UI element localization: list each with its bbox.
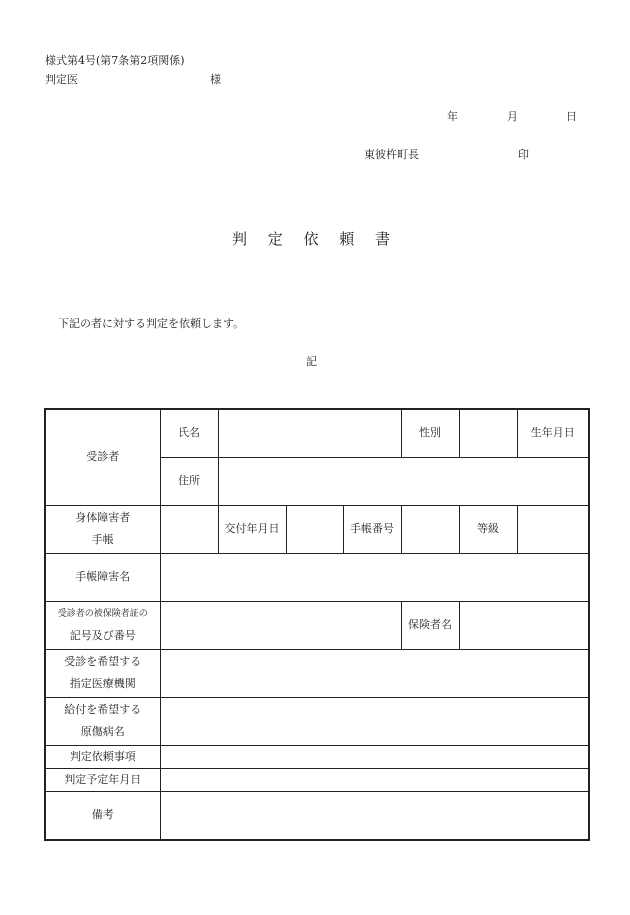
injury-field[interactable] — [160, 697, 589, 745]
handbook-label — [45, 505, 160, 553]
handbook-no-field[interactable] — [401, 505, 459, 553]
sex-label: 性別 — [401, 409, 459, 457]
form-number: 様式第4号(第7条第2項関係) — [45, 54, 185, 67]
insurer-label: 保険者名 — [401, 601, 459, 649]
grade-label: 等級 — [459, 505, 517, 553]
disability-name-label: 手帳障害名 — [45, 553, 160, 601]
institution-label — [45, 649, 160, 697]
disability-name-field[interactable] — [160, 553, 589, 601]
sex-field[interactable] — [459, 409, 517, 457]
institution-label-line1: 受診を希望する — [64, 655, 142, 668]
grade-field[interactable] — [517, 505, 589, 553]
handbook-no-label: 手帳番号 — [343, 505, 401, 553]
insurer-field[interactable] — [459, 601, 589, 649]
patient-label: 受診者 — [45, 409, 160, 505]
injury-label-line2: 原傷病名 — [80, 725, 125, 738]
birth-label: 生年月日 — [517, 409, 589, 457]
items-label: 判定依頼事項 — [45, 745, 160, 768]
request-form-table — [44, 408, 590, 841]
insurance-label-line2: 記号及び番号 — [69, 629, 136, 642]
name-label: 氏名 — [160, 409, 218, 457]
issue-date-label: 交付年月日 — [218, 505, 286, 553]
handbook-field[interactable] — [160, 505, 218, 553]
injury-label — [45, 697, 160, 745]
remarks-label: 備考 — [45, 791, 160, 840]
month-label: 月 — [507, 110, 518, 123]
injury-label-line1: 給付を希望する — [64, 703, 142, 716]
intro-text: 下記の者に対する判定を依頼します。 — [58, 317, 245, 330]
handbook-label-line2: 手帳 — [91, 533, 114, 546]
seal-label: 印 — [518, 148, 529, 161]
addressee-label: 判定医 — [45, 73, 78, 86]
year-label: 年 — [447, 110, 458, 123]
scheduled-date-field[interactable] — [160, 768, 589, 791]
scheduled-date-label: 判定予定年月日 — [45, 768, 160, 791]
insurance-field[interactable] — [160, 601, 401, 649]
issue-date-field[interactable] — [286, 505, 343, 553]
address-field[interactable] — [218, 457, 589, 505]
honorific: 様 — [210, 73, 221, 86]
name-field[interactable] — [218, 409, 401, 457]
institution-label-line2: 指定医療機関 — [69, 677, 136, 690]
institution-field[interactable] — [160, 649, 589, 697]
insurance-label — [45, 601, 160, 649]
handbook-label-line1: 身体障害者 — [75, 511, 131, 524]
ki-label: 記 — [306, 355, 317, 368]
document-title: 判 定 依 頼 書 — [231, 230, 399, 248]
remarks-field[interactable] — [160, 791, 589, 840]
day-label: 日 — [566, 110, 577, 123]
items-field[interactable] — [160, 745, 589, 768]
insurance-label-line1: 受診者の被保険者証の — [57, 609, 148, 619]
sender-label: 東彼杵町長 — [364, 148, 419, 161]
address-label: 住所 — [160, 457, 218, 505]
